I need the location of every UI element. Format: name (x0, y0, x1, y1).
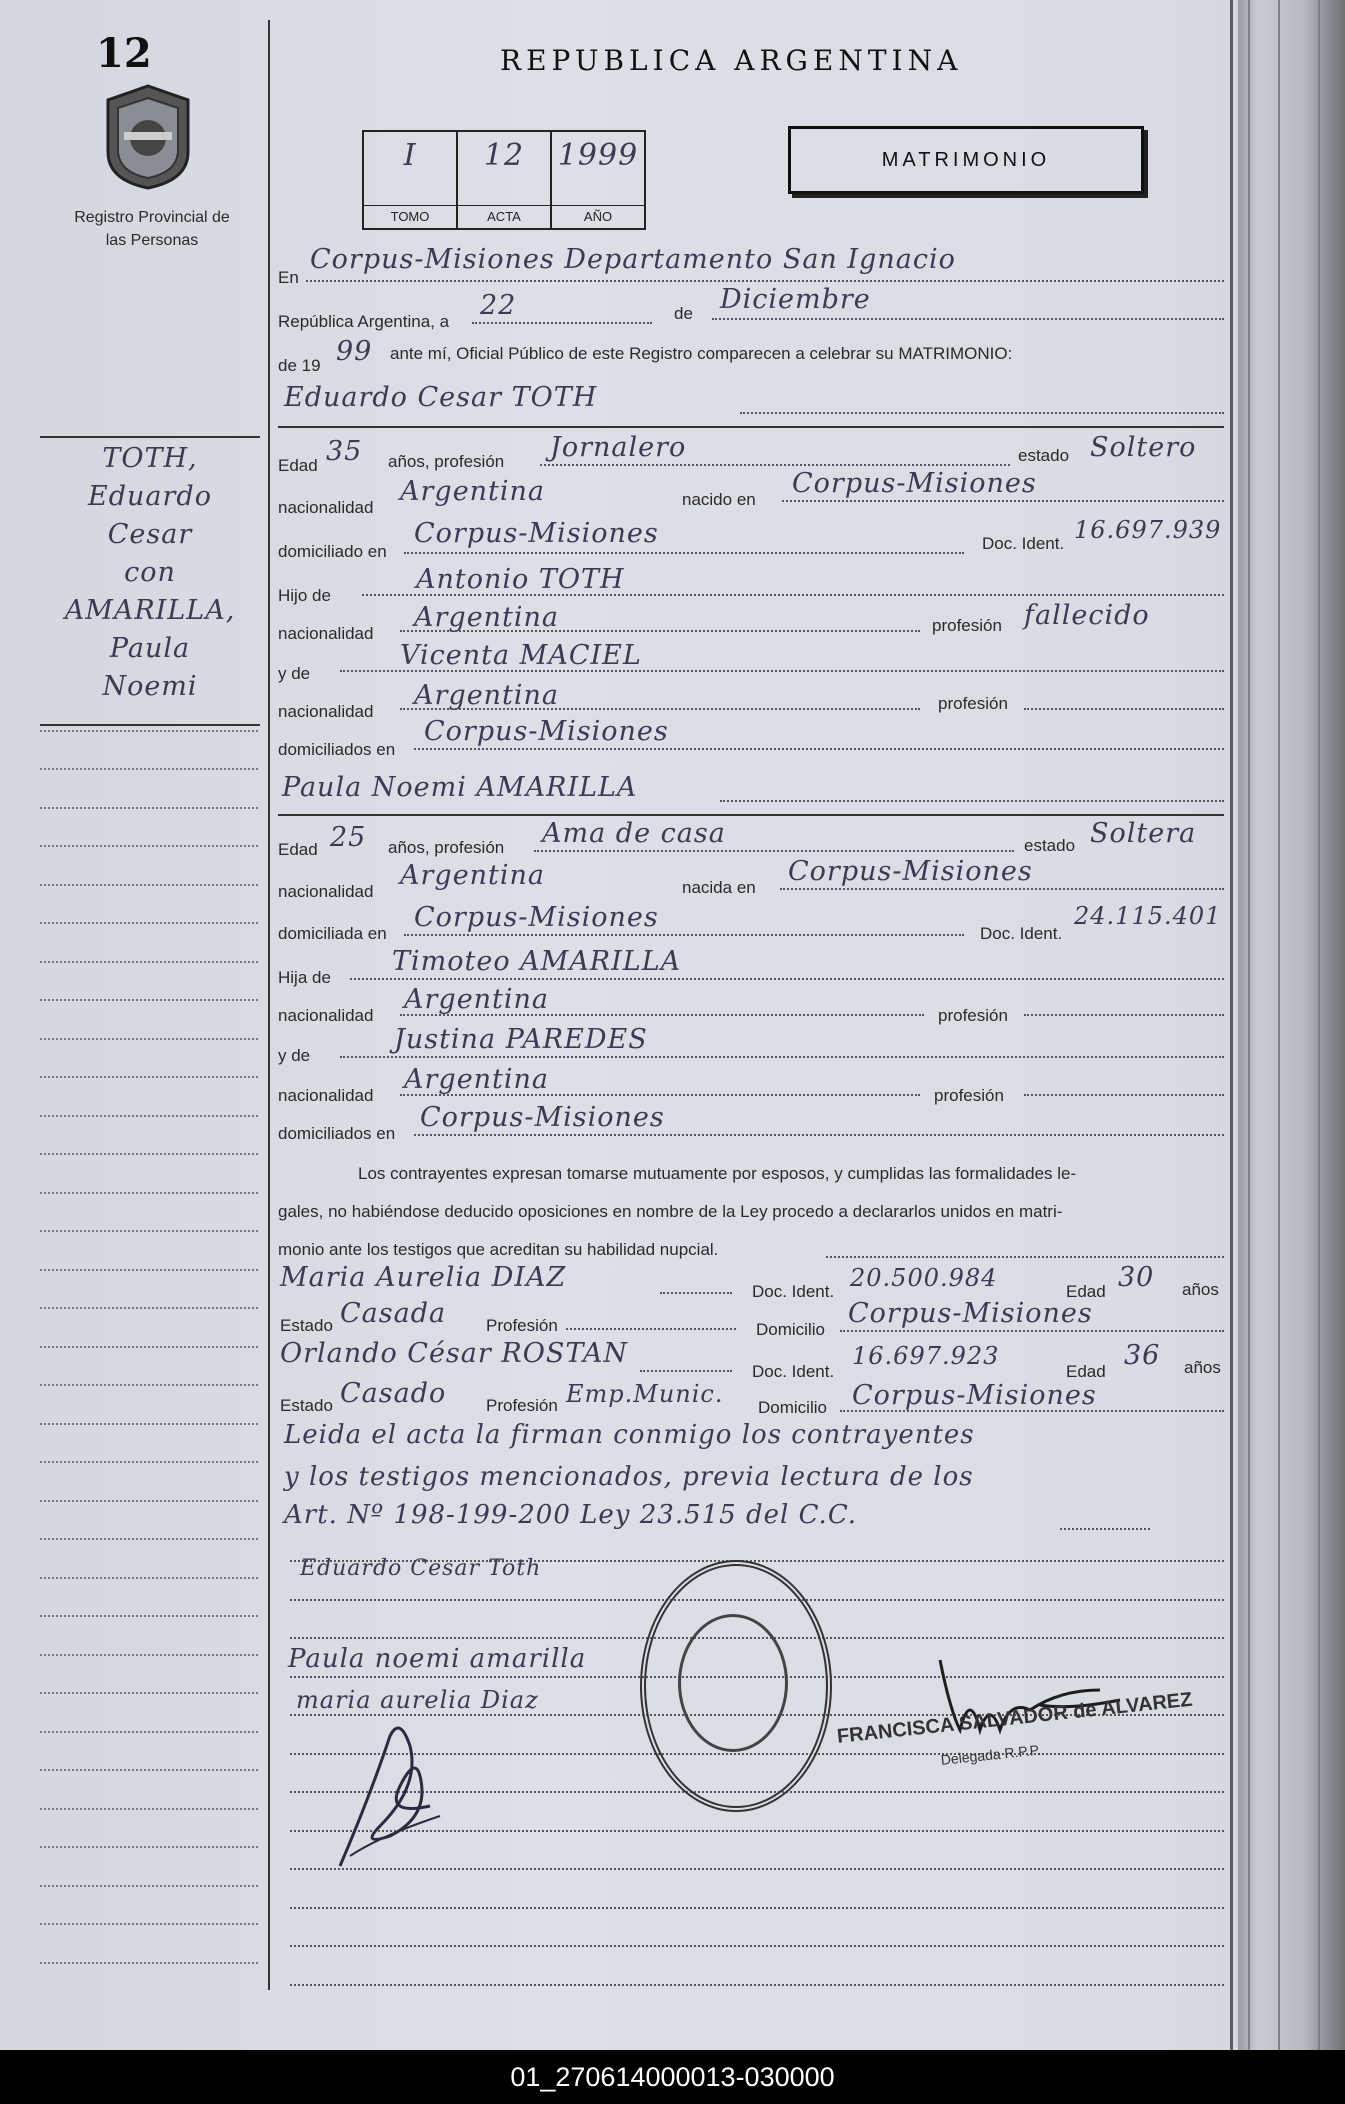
margin-name-line: AMARILLA, (64, 595, 236, 626)
body-rule-line (290, 1984, 1224, 1986)
closing-line: Art. Nº 198-199-200 Ley 23.515 del C.C. (284, 1500, 858, 1530)
margin-rule (268, 20, 270, 1990)
signature-bride: Paula noemi amarilla (288, 1644, 587, 1674)
bride-domicile: Corpus-Misiones (414, 902, 659, 933)
acta-value: 12 (483, 138, 525, 173)
groom-mother-nationality: Argentina (414, 680, 560, 711)
domiciliada-en-label: domiciliada en (278, 924, 387, 943)
bride-parents-domicile: Corpus-Misiones (420, 1102, 665, 1133)
country-title: REPUBLICA ARGENTINA (500, 44, 963, 77)
edad-label: Edad (278, 456, 318, 475)
bride-mother-nationality: Argentina (404, 1064, 550, 1095)
margin-rule-line (40, 1500, 258, 1502)
witness-domicile: Corpus-Misiones (852, 1380, 1097, 1411)
en-label: En (278, 268, 299, 287)
profesion-label: Profesión (486, 1316, 558, 1335)
closing-line: y los testigos mencionados, previa lectura de los (284, 1462, 974, 1492)
bride-name: Paula Noemi AMARILLA (282, 772, 638, 803)
margin-rule-line (40, 768, 258, 770)
body-rule-line (290, 1945, 1224, 1947)
nacionalidad-label: nacionalidad (278, 882, 374, 901)
margin-name-line: Eduardo (88, 481, 212, 512)
witness-occupation: Emp.Munic. (566, 1380, 724, 1408)
margin-rule-line (40, 1346, 258, 1348)
official-title: Delegada R.P.P. (940, 1741, 1042, 1768)
anos-profesion-label: años, profesión (388, 452, 505, 471)
margin-rule-line (40, 1962, 258, 1964)
signature-witness: maria aurelia Diaz (296, 1686, 539, 1714)
y-de-label: y de (278, 664, 311, 683)
bride-occupation: Ama de casa (542, 818, 726, 849)
estado-label: Estado (280, 1396, 333, 1415)
year-prefix: de 19 (278, 356, 321, 375)
doc-ident-label: Doc. Ident. (980, 924, 1063, 943)
profesion-label: profesión (932, 616, 1002, 635)
profesion-label: profesión (938, 694, 1008, 713)
margin-rule-line (40, 807, 258, 809)
groom-name: Eduardo Cesar TOTH (284, 382, 598, 413)
margin-name-line: con (124, 557, 176, 588)
estado-label: estado (1018, 446, 1070, 465)
margin-rule-line (40, 1230, 258, 1232)
bride-birthplace: Corpus-Misiones (788, 856, 1033, 887)
doc-ident-label: Doc. Ident. (752, 1282, 835, 1301)
groom-mother: Vicenta MACIEL (400, 640, 642, 671)
groom-age: 35 (326, 436, 363, 467)
witness-domicile: Corpus-Misiones (848, 1298, 1093, 1329)
republica-label: República Argentina, a (278, 312, 450, 331)
margin-rule-line (40, 1692, 258, 1694)
margin-rule-line (40, 1461, 258, 1463)
bride-father: Timoteo AMARILLA (392, 946, 682, 977)
margin-rule-line (40, 1885, 258, 1887)
witness-doc-id: 16.697.923 (852, 1342, 1000, 1370)
anos-profesion-label: años, profesión (388, 838, 505, 857)
y-de-label: y de (278, 1046, 311, 1065)
tomo-value: I (403, 138, 417, 173)
groom-doc-id: 16.697.939 (1074, 516, 1222, 544)
margin-rule-line (40, 1038, 258, 1040)
groom-father-occupation: fallecido (1024, 600, 1150, 631)
bride-father-nationality: Argentina (404, 984, 550, 1015)
bride-age: 25 (330, 822, 367, 853)
declaration-line: gales, no habiéndose deducido oposiciones en nombre de la Ley procedo a declararlos unidos en matri- (278, 1202, 1063, 1221)
closing-line: Leida el acta la firman conmigo los contrayentes (284, 1420, 975, 1450)
declaration-line: monio ante los testigos que acreditan su habilidad nupcial. (278, 1240, 719, 1259)
anos-label: años (1184, 1358, 1221, 1377)
nacida-en-label: nacida en (682, 878, 756, 897)
margin-rule-line (40, 1269, 258, 1271)
margin-rule-line (40, 1923, 258, 1925)
groom-domicile: Corpus-Misiones (414, 518, 659, 549)
place-value: Corpus-Misiones Departamento San Ignacio (310, 244, 956, 275)
doc-ident-label: Doc. Ident. (752, 1362, 835, 1381)
form-type-box: MATRIMONIO (788, 126, 1144, 194)
margin-rule-line (40, 845, 258, 847)
hija-de-label: Hija de (278, 968, 331, 987)
margin-rule-line (40, 1115, 258, 1117)
nacido-en-label: nacido en (682, 490, 756, 509)
hijo-de-label: Hijo de (278, 586, 331, 605)
bride-mother: Justina PAREDES (394, 1024, 648, 1055)
witness-age: 30 (1118, 1262, 1155, 1293)
de-label: de (674, 304, 693, 323)
witness-name: Orlando César ROSTAN (280, 1338, 628, 1369)
margin-name-line: Paula (109, 633, 191, 664)
profesion-label: Profesión (486, 1396, 558, 1415)
witness-name: Maria Aurelia DIAZ (280, 1262, 567, 1293)
witness-age: 36 (1124, 1340, 1161, 1371)
witness-status: Casado (340, 1378, 447, 1409)
margin-rule-line (40, 1577, 258, 1579)
margin-rule-line (40, 1384, 258, 1386)
groom-nationality: Argentina (400, 476, 546, 507)
groom-occupation: Jornalero (550, 432, 687, 463)
margin-rule-line (40, 730, 258, 732)
bride-status: Soltera (1090, 818, 1197, 849)
registry-emblem-icon (100, 82, 196, 192)
margin-name-line: Cesar (107, 519, 193, 550)
acta-label: ACTA (458, 205, 550, 224)
margin-rule-line (40, 1769, 258, 1771)
nacionalidad-label: nacionalidad (278, 1006, 374, 1025)
edad-label: Edad (1066, 1362, 1106, 1381)
domicilio-label: Domicilio (758, 1398, 827, 1417)
nacionalidad-label: nacionalidad (278, 1086, 374, 1105)
domicilio-label: Domicilio (756, 1320, 825, 1339)
profesion-label: profesión (934, 1086, 1004, 1105)
anos-label: años (1182, 1280, 1219, 1299)
domiciliado-en-label: domiciliado en (278, 542, 387, 561)
margin-rule-line (40, 1076, 258, 1078)
margin-rule-line (40, 1654, 258, 1656)
margin-name-line: Noemi (102, 671, 198, 702)
bride-nationality: Argentina (400, 860, 546, 891)
witness-status: Casada (340, 1298, 447, 1329)
scribble-signature-icon (330, 1716, 450, 1881)
edad-label: Edad (1066, 1282, 1106, 1301)
margin-rule-line (40, 1538, 258, 1540)
tomo-label: TOMO (364, 205, 456, 224)
footer-id: 01_270614000013-030000 (0, 2050, 1345, 2104)
groom-parents-domicile: Corpus-Misiones (424, 716, 669, 747)
month-value: Diciembre (720, 284, 871, 315)
official-seal-icon (640, 1560, 832, 1812)
witness-doc-id: 20.500.984 (850, 1264, 998, 1292)
margin-rule-line (40, 1846, 258, 1848)
page-edge (1230, 0, 1233, 2050)
margin-rule-line (40, 884, 258, 886)
margin-names (40, 440, 260, 706)
estado-label: Estado (280, 1316, 333, 1335)
signature-groom: Eduardo Cesar Toth (300, 1556, 542, 1581)
doc-ident-label: Doc. Ident. (982, 534, 1065, 553)
margin-rule-line (40, 1731, 258, 1733)
ano-value: 1999 (557, 138, 639, 173)
margin-rule-line (40, 1808, 258, 1810)
day-value: 22 (480, 290, 517, 321)
ano-label: AÑO (552, 205, 644, 224)
official-name: FRANCISCA SALVADOR de ALVAREZ (836, 1688, 1194, 1748)
profesion-label: profesión (938, 1006, 1008, 1025)
declaration-line: Los contrayentes expresan tomarse mutuamente por esposos, y cumplidas las formalidades le- (358, 1164, 1077, 1183)
edad-label: Edad (278, 840, 318, 859)
body-rule-line (290, 1907, 1224, 1909)
margin-rule-line (40, 999, 258, 1001)
groom-father-nationality: Argentina (414, 602, 560, 633)
intro-statement: ante mí, Oficial Público de este Registro comparecen a celebrar su MATRIMONIO: (390, 344, 1013, 363)
groom-birthplace: Corpus-Misiones (792, 468, 1037, 499)
domiciliados-en-label: domiciliados en (278, 740, 396, 759)
nacionalidad-label: nacionalidad (278, 702, 374, 721)
page-number: 12 (96, 30, 152, 77)
margin-rule-line (40, 1153, 258, 1155)
margin-name-line: TOTH, (102, 443, 198, 474)
margin-rule-line (40, 961, 258, 963)
margin-rule-line (40, 922, 258, 924)
nacionalidad-label: nacionalidad (278, 498, 374, 517)
domiciliados-en-label: domiciliados en (278, 1124, 396, 1143)
bride-doc-id: 24.115.401 (1074, 902, 1222, 930)
margin-rule-line (40, 1615, 258, 1617)
year-suffix: 99 (336, 336, 373, 367)
groom-status: Soltero (1090, 432, 1197, 463)
registry-name: Registro Provincial de las Personas (74, 209, 230, 249)
nacionalidad-label: nacionalidad (278, 624, 374, 643)
margin-rule-line (40, 1307, 258, 1309)
estado-label: estado (1024, 836, 1076, 855)
margin-rule-line (40, 1192, 258, 1194)
book-reference-box (362, 130, 646, 230)
book-spine (1238, 0, 1345, 2050)
margin-rule-line (40, 1423, 258, 1425)
groom-father: Antonio TOTH (416, 564, 625, 595)
